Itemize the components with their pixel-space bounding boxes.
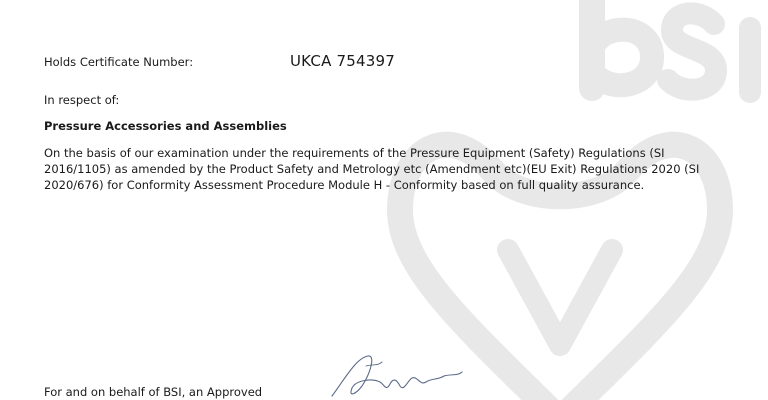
watermark-letter-s <box>668 13 716 89</box>
certificate-number: UKCA 754397 <box>290 52 395 70</box>
signature-image <box>326 352 466 400</box>
certificate-number-label: Holds Certificate Number: <box>44 55 194 69</box>
certificate-subject: Pressure Accessories and Assemblies <box>44 119 287 133</box>
on-behalf-text: For and on behalf of BSI, an Approved <box>44 385 263 399</box>
respect-label: In respect of: <box>44 93 120 107</box>
certificate-body: On the basis of our examination under the requirements of the Pressure Equipment (Safety) Regulations (SI 2016/1105) as amended by the Product Safety and Metrology etc (Amendment etc)(EU Exit) Regulations 2020 (SI 2020/676) for Conformity Assessment Procedure Module H - Conformity based on full quality assurance. <box>44 146 700 192</box>
